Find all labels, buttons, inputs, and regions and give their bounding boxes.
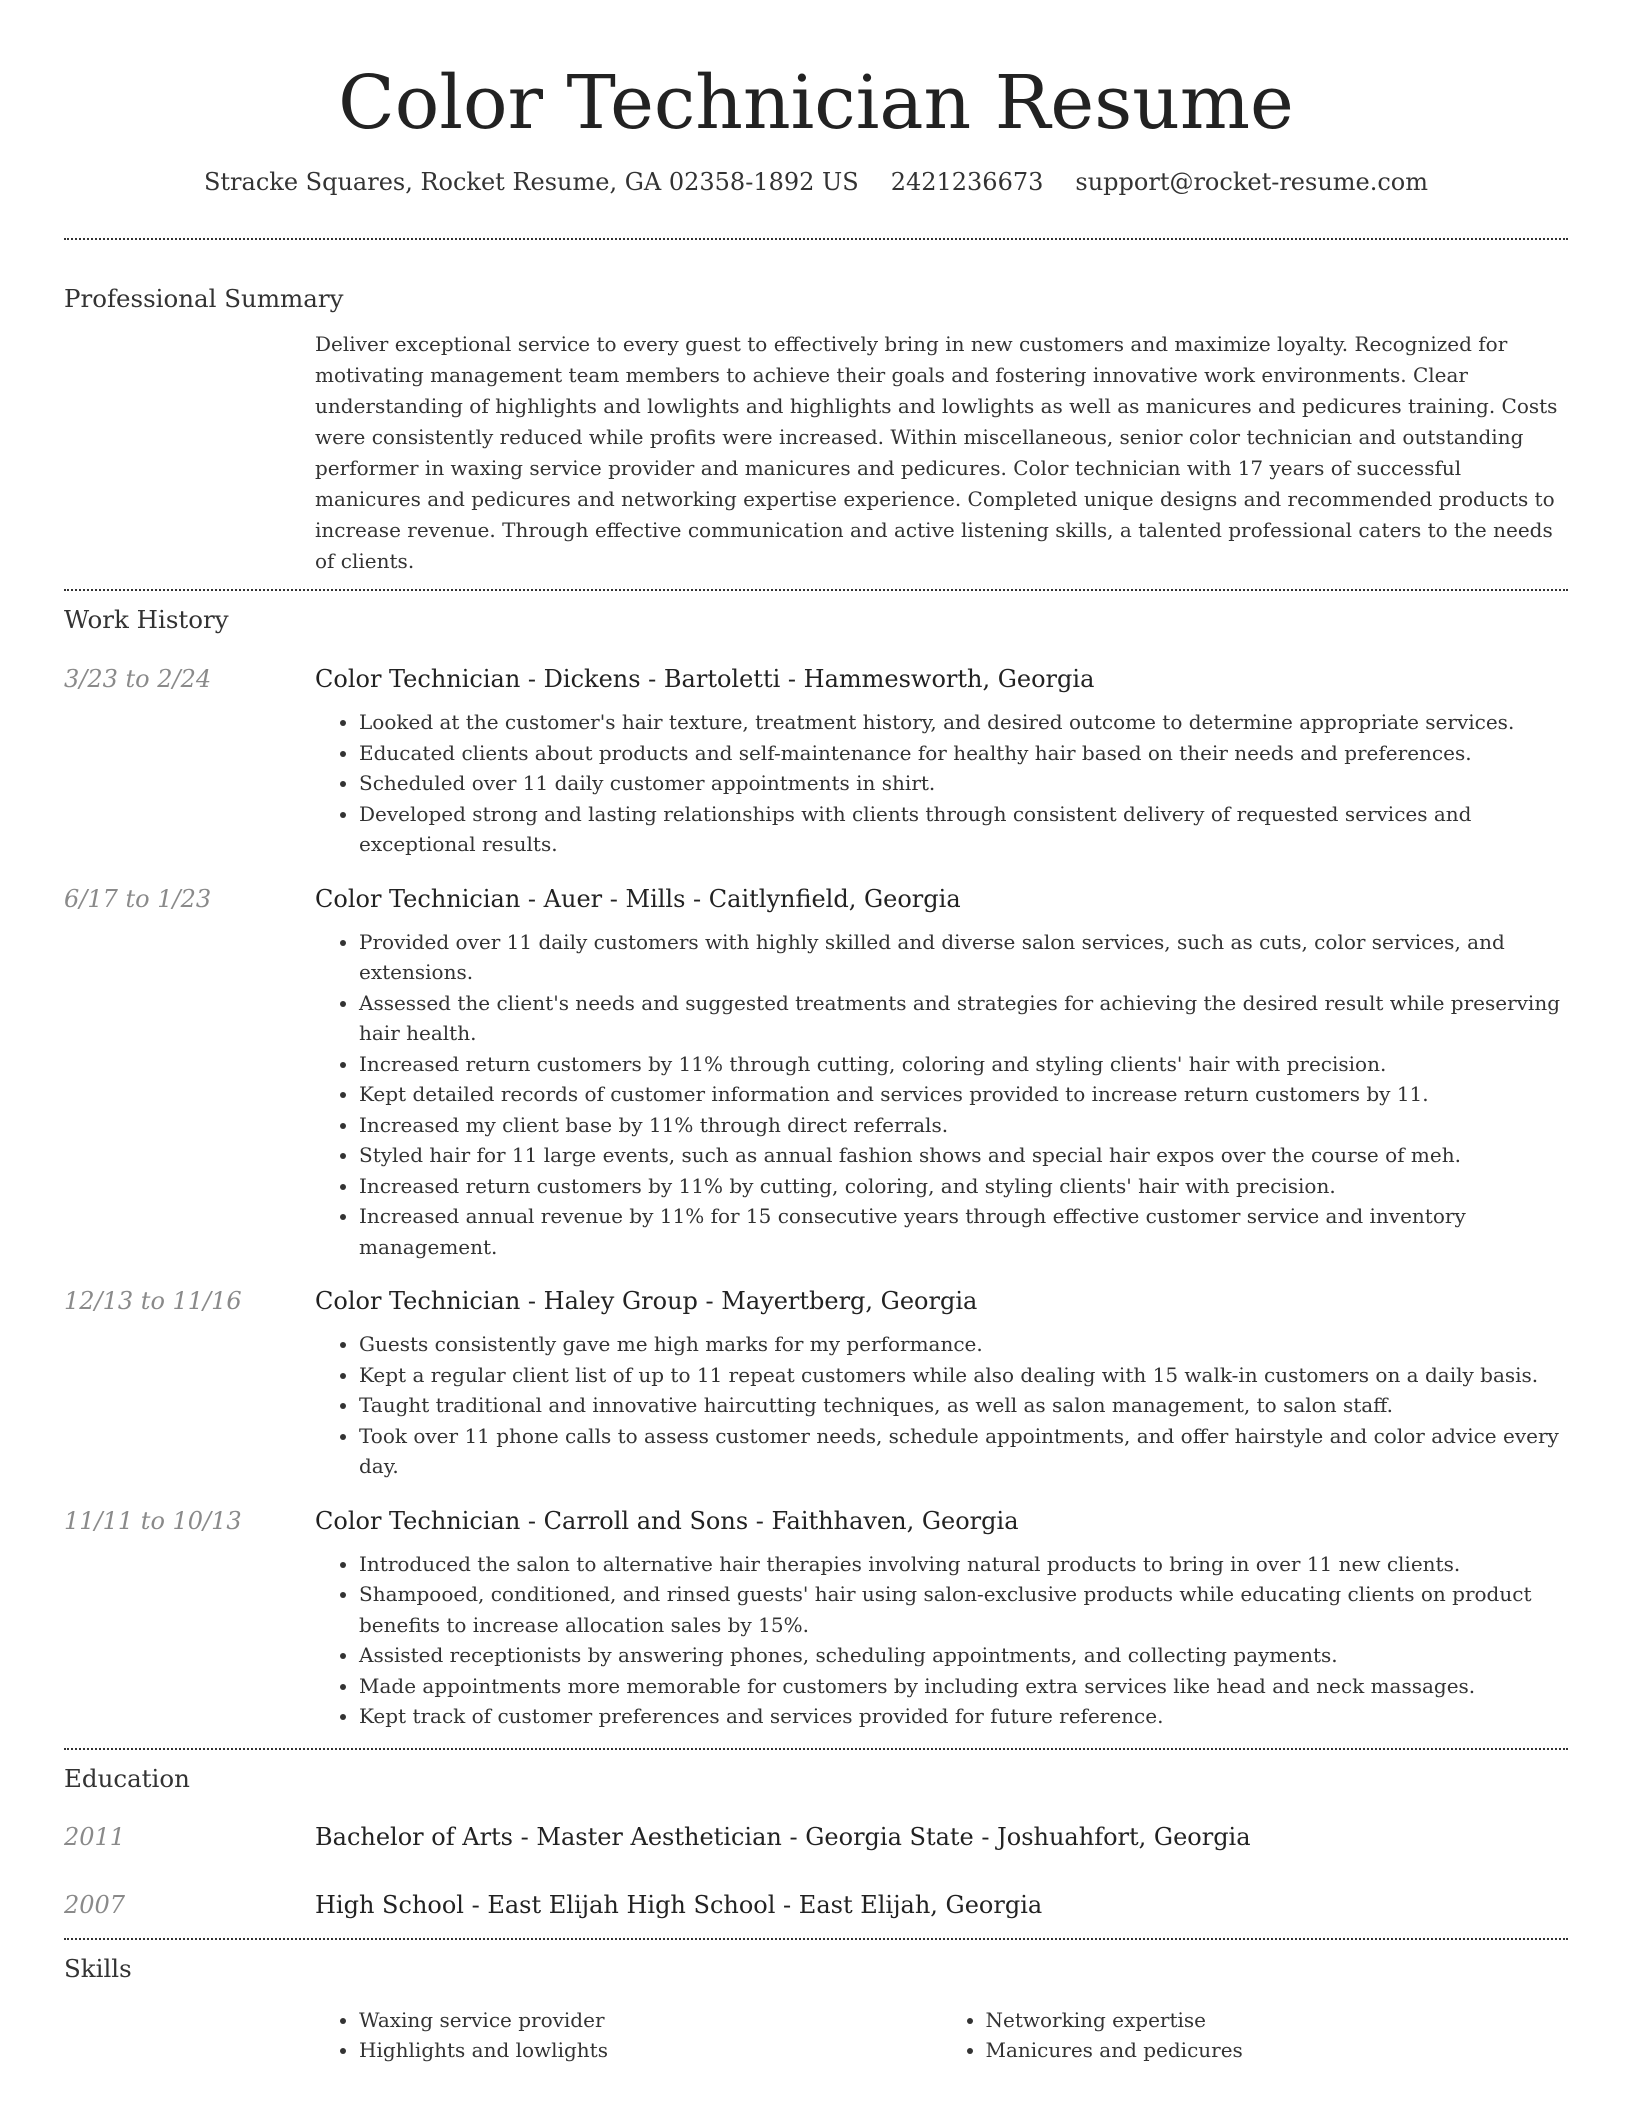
- job-details: [315, 1283, 1568, 1482]
- education-year: 2011: [64, 1822, 126, 1851]
- contact-email: support@rocket-resume.com: [1075, 168, 1429, 196]
- job-entry: [64, 661, 1568, 860]
- section-divider: [64, 1938, 1568, 1940]
- list-item: • Increased annual revenue by 11% for 15 consecutive years through effective customer service and inventory management.: [359, 1201, 1568, 1262]
- list-item: • Looked at the customer's hair texture, treatment history, and desired outcome to determine appropriate services.: [359, 707, 1568, 738]
- job-dates: 3/23 to 2/24: [64, 665, 212, 693]
- job-title: Color Technician - Dickens - Bartoletti - Hammesworth, Georgia: [315, 665, 1095, 693]
- skills-heading: Skills: [64, 1953, 132, 1983]
- job-bullets: [315, 707, 1568, 860]
- job-details: [315, 661, 1568, 860]
- education-year: 2007: [64, 1890, 126, 1919]
- list-item: • Increased return customers by 11% through cutting, coloring and styling clients' hair with precision.: [359, 1049, 1568, 1080]
- list-item: • Increased my client base by 11% through direct referrals.: [359, 1110, 1568, 1141]
- education-entry: [64, 1887, 1568, 1923]
- job-entry: [64, 1503, 1568, 1732]
- work-history-heading: Work History: [64, 605, 229, 634]
- contact-address: Stracke Squares, Rocket Resume, GA 02358-1892 US: [203, 168, 859, 196]
- job-entry: [64, 881, 1568, 1263]
- list-item: • Manicures and pedicures: [986, 2035, 1569, 2066]
- list-item: • Shampooed, conditioned, and rinsed guests' hair using salon-exclusive products while educating clients on product benefits to increase allocation sales by 15%.: [359, 1579, 1568, 1640]
- list-item: • Provided over 11 daily customers with highly skilled and diverse salon services, such as cuts, color services, and extensions.: [359, 927, 1568, 988]
- list-item: • Kept detailed records of customer information and services provided to increase return customers by 11.: [359, 1079, 1568, 1110]
- job-bullets: [315, 1329, 1568, 1482]
- list-item: • Styled hair for 11 large events, such as annual fashion shows and special hair expos over the course of meh.: [359, 1140, 1568, 1171]
- list-item: • Taught traditional and innovative haircutting techniques, as well as salon management, to salon staff.: [359, 1390, 1568, 1421]
- list-item: • Kept track of customer preferences and services provided for future reference.: [359, 1701, 1568, 1732]
- skills-column-left: [315, 2005, 942, 2066]
- list-item: • Took over 11 phone calls to assess customer needs, schedule appointments, and offer hairstyle and color advice every day.: [359, 1421, 1568, 1482]
- job-details: [315, 881, 1568, 1263]
- education-heading: Education: [64, 1763, 190, 1793]
- job-entry: [64, 1283, 1568, 1482]
- education-title: [315, 1819, 1568, 1855]
- job-bullets: [315, 1549, 1568, 1732]
- job-details: [315, 1503, 1568, 1732]
- section-divider: [64, 589, 1568, 591]
- contact-phone: 2421236673: [890, 168, 1044, 196]
- summary-text: Deliver exceptional service to every guest to effectively bring in new customers and maximize loyalty. Recognized for motivating management team members to achieve their goals and fostering innovative work environments. Clear understanding of highlights and lowlights and highlights and lowlights as well as manicures and pedicures training. Costs were consistently reduced while profits were increased. Within miscellaneous, senior color technician and outstanding performer in waxing service provider and manicures and pedicures. Color technician with 17 years of successful manicures and pedicures and networking expertise experience. Completed unique designs and recommended products to increase revenue. Through effective communication and active listening skills, a talented professional caters to the needs of clients.: [315, 332, 1558, 573]
- job-title: Color Technician - Auer - Mills - Caitlynfield, Georgia: [315, 884, 961, 913]
- list-item: • Assessed the client's needs and suggested treatments and strategies for achieving the desired result while preserving hair health.: [359, 988, 1568, 1049]
- degree-details: - Master Aesthetician - Georgia State - Joshuahfort, Georgia: [513, 1822, 1251, 1851]
- job-title: Color Technician - Carroll and Sons - Faithhaven, Georgia: [315, 1506, 1019, 1535]
- list-item: • Networking expertise: [986, 2005, 1569, 2036]
- resume-page: [64, 0, 1568, 2066]
- job-bullets: [315, 927, 1568, 1263]
- degree-details: - East Elijah High School - East Elijah, Georgia: [463, 1890, 1043, 1919]
- list-item: • Developed strong and lasting relationships with clients through consistent delivery of requested services and exceptional results.: [359, 799, 1568, 860]
- skills-bullets: [315, 2005, 942, 2066]
- skills-list: [315, 2005, 1568, 2066]
- list-item: • Made appointments more memorable for customers by including extra services like head and neck massages.: [359, 1671, 1568, 1702]
- list-item: • Waxing service provider: [359, 2005, 942, 2036]
- education-title: [315, 1887, 1568, 1923]
- contact-info: [64, 164, 1568, 200]
- list-item: • Scheduled over 11 daily customer appointments in shirt.: [359, 768, 1568, 799]
- job-dates: 6/17 to 1/23: [64, 884, 212, 913]
- resume-title: Color Technician Resume: [338, 60, 1294, 146]
- degree-name: High School: [315, 1890, 464, 1919]
- section-divider: [64, 238, 1568, 240]
- job-dates: 12/13 to 11/16: [64, 1287, 242, 1315]
- education-entry: [64, 1819, 1568, 1855]
- list-item: • Introduced the salon to alternative hair therapies involving natural products to bring in over 11 new clients.: [359, 1549, 1568, 1580]
- skills-column-right: [942, 2005, 1569, 2066]
- education-details: [315, 1887, 1568, 1923]
- section-divider: [64, 1748, 1568, 1750]
- summary-heading: Professional Summary: [64, 284, 344, 313]
- degree-name: Bachelor of Arts: [315, 1822, 513, 1851]
- list-item: • Kept a regular client list of up to 11 repeat customers while also dealing with 15 walk-in customers on a daily basis.: [359, 1360, 1568, 1391]
- education-details: [315, 1819, 1568, 1855]
- list-item: • Increased return customers by 11% by cutting, coloring, and styling clients' hair with precision.: [359, 1171, 1568, 1202]
- job-title: Color Technician - Haley Group - Mayertberg, Georgia: [315, 1287, 978, 1315]
- list-item: • Highlights and lowlights: [359, 2035, 942, 2066]
- list-item: • Educated clients about products and self-maintenance for healthy hair based on their needs and preferences.: [359, 738, 1568, 769]
- list-item: • Guests consistently gave me high marks for my performance.: [359, 1329, 1568, 1360]
- job-dates: 11/11 to 10/13: [64, 1506, 242, 1535]
- list-item: • Assisted receptionists by answering phones, scheduling appointments, and collecting payments.: [359, 1640, 1568, 1671]
- skills-bullets: [942, 2005, 1569, 2066]
